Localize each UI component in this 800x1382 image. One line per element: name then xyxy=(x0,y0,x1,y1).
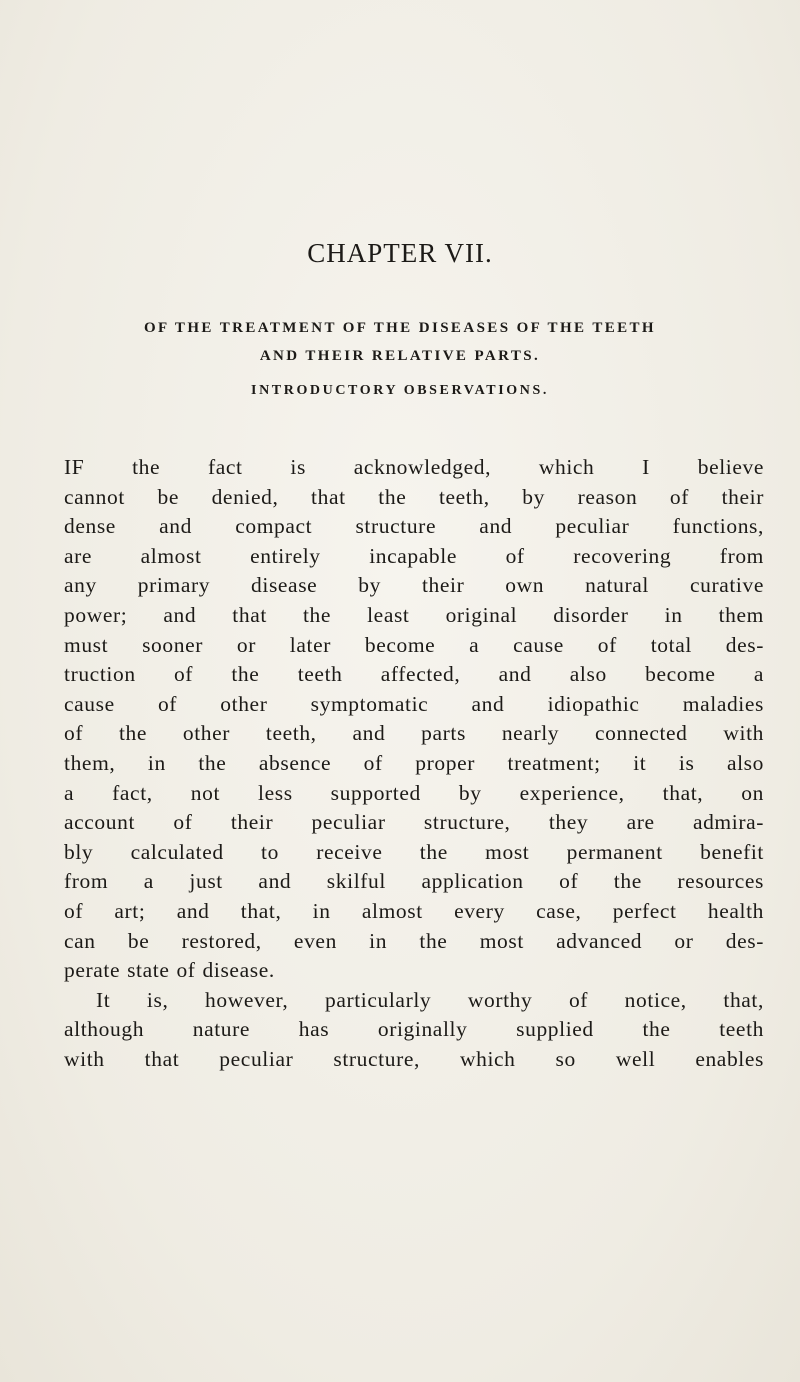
body-line: must sooner or later become a cause of total des- xyxy=(64,632,764,657)
body-line: are almost entirely incapable of recovering from xyxy=(64,543,764,568)
body-line: cannot be denied, that the teeth, by reason of their xyxy=(64,484,764,509)
body-line: dense and compact structure and peculiar functions, xyxy=(64,514,764,539)
section-heading: INTRODUCTORY OBSERVATIONS. xyxy=(251,383,549,398)
body-line: account of their peculiar structure, they are admira- xyxy=(64,810,764,835)
body-line: of art; and that, in almost every case, perfect health xyxy=(64,898,764,923)
chapter-title: CHAPTER VII. xyxy=(307,238,493,268)
body-line: perate state of disease. xyxy=(64,958,275,983)
body-line: with that peculiar structure, which so well enables xyxy=(64,1046,764,1071)
body-line: power; and that the least original disorder in them xyxy=(64,602,764,627)
body-line: can be restored, even in the most advanced or des- xyxy=(64,928,764,953)
body-line: of the other teeth, and parts nearly connected with xyxy=(64,721,764,746)
chapter-subtitle xyxy=(0,314,800,370)
chapter-subtitle-line-1: OF THE TREATMENT OF THE DISEASES OF THE TEETH xyxy=(143,320,657,336)
body-line: any primary disease by their own natural curative xyxy=(64,573,764,598)
body-text xyxy=(64,453,764,1074)
body-line: them, in the absence of proper treatment; it is also xyxy=(64,750,764,775)
body-line: It is, however, particularly worthy of notice, that, xyxy=(96,987,764,1012)
body-line: bly calculated to receive the most permanent benefit xyxy=(64,839,764,864)
chapter-subtitle-line-2: AND THEIR RELATIVE PARTS. xyxy=(259,348,541,364)
body-line: truction of the teeth affected, and also become a xyxy=(64,662,764,687)
body-line: from a just and skilful application of the resources xyxy=(64,869,764,894)
body-line: IF the fact is acknowledged, which I believe xyxy=(64,455,764,479)
body-line: although nature has originally supplied the teeth xyxy=(64,1017,764,1042)
body-line: a fact, not less supported by experience, that, on xyxy=(64,780,764,805)
body-line: cause of other symptomatic and idiopathic maladies xyxy=(64,691,764,716)
